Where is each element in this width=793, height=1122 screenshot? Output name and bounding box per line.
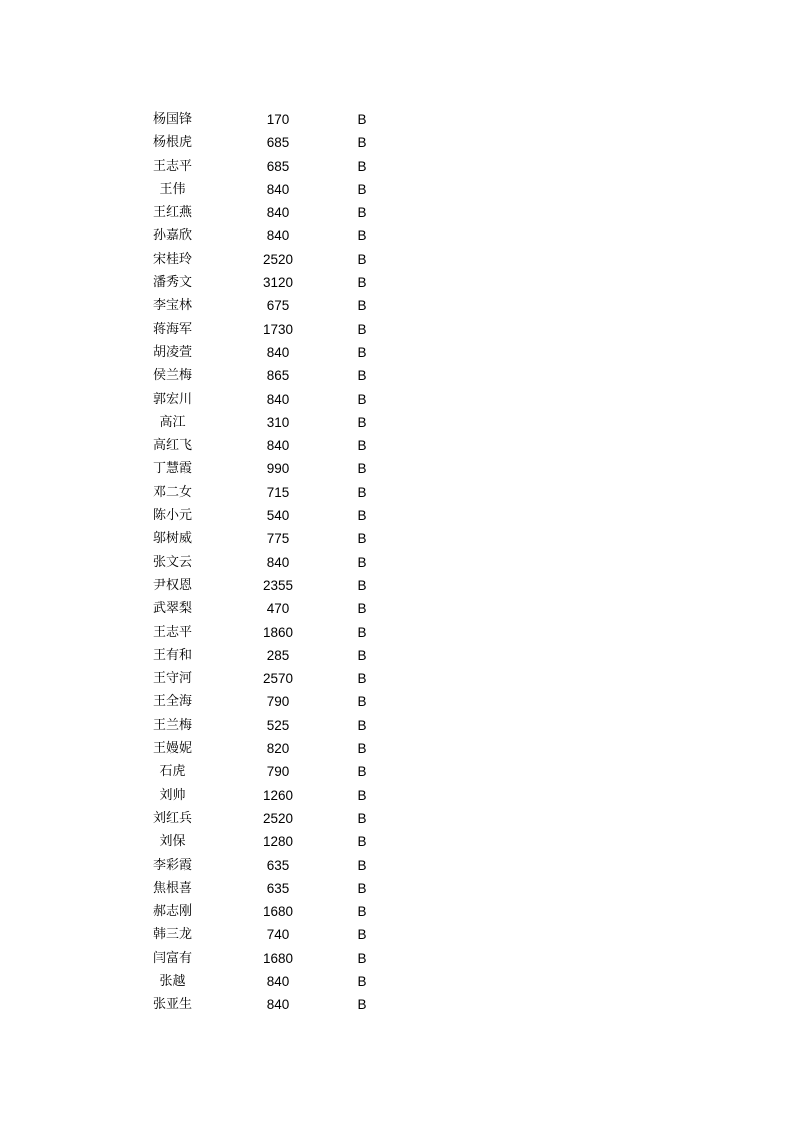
grade-value: B bbox=[357, 973, 367, 989]
grade-value: B bbox=[357, 251, 367, 267]
grade-value: B bbox=[357, 554, 367, 570]
person-name: 丁慧霞 bbox=[152, 461, 192, 477]
person-name: 武翠梨 bbox=[152, 601, 192, 617]
grade-value: B bbox=[357, 577, 367, 593]
table-row bbox=[0, 737, 793, 760]
person-name: 高红飞 bbox=[152, 438, 192, 454]
table-row bbox=[0, 527, 793, 550]
amount-value: 470 bbox=[266, 601, 290, 617]
person-name: 焦根喜 bbox=[152, 880, 192, 896]
table-row bbox=[0, 854, 793, 877]
table-row bbox=[0, 784, 793, 807]
grade-value: B bbox=[357, 368, 367, 384]
table-row bbox=[0, 178, 793, 201]
grade-value: B bbox=[357, 414, 367, 430]
table-row bbox=[0, 224, 793, 247]
person-name: 蒋海军 bbox=[152, 321, 192, 337]
grade-value: B bbox=[357, 321, 367, 337]
person-name: 陈小元 bbox=[152, 508, 192, 524]
table-row bbox=[0, 714, 793, 737]
person-name: 王全海 bbox=[152, 694, 192, 710]
table-row bbox=[0, 807, 793, 830]
grade-value: B bbox=[357, 205, 367, 221]
amount-value: 840 bbox=[266, 438, 290, 454]
amount-value: 840 bbox=[266, 344, 290, 360]
amount-value: 170 bbox=[266, 112, 290, 127]
person-name: 张亚生 bbox=[152, 997, 192, 1013]
person-name: 高江 bbox=[159, 414, 186, 430]
table-row bbox=[0, 877, 793, 900]
grade-value: B bbox=[357, 531, 367, 547]
person-name: 王守河 bbox=[152, 671, 192, 687]
table-row bbox=[0, 341, 793, 364]
amount-value: 820 bbox=[266, 741, 290, 757]
amount-value: 840 bbox=[266, 554, 290, 570]
grade-value: B bbox=[357, 764, 367, 780]
table-row bbox=[0, 993, 793, 1016]
grade-value: B bbox=[357, 275, 367, 291]
table-row bbox=[0, 481, 793, 504]
grade-value: B bbox=[357, 298, 367, 314]
amount-value: 840 bbox=[266, 205, 290, 221]
table-row bbox=[0, 201, 793, 224]
amount-value: 1260 bbox=[262, 787, 294, 803]
grade-value: B bbox=[357, 181, 367, 197]
table-row bbox=[0, 621, 793, 644]
person-name: 王嫚妮 bbox=[152, 741, 192, 757]
amount-value: 685 bbox=[266, 158, 290, 174]
table-row bbox=[0, 667, 793, 690]
amount-value: 285 bbox=[266, 647, 290, 663]
grade-value: B bbox=[357, 647, 367, 663]
grade-value: B bbox=[357, 857, 367, 873]
amount-value: 2520 bbox=[262, 810, 294, 826]
grade-value: B bbox=[357, 950, 367, 966]
grade-value: B bbox=[357, 158, 367, 174]
table-row bbox=[0, 131, 793, 154]
table-row bbox=[0, 690, 793, 713]
amount-value: 310 bbox=[266, 414, 290, 430]
person-name: 刘帅 bbox=[159, 787, 186, 803]
person-name: 刘保 bbox=[159, 834, 186, 850]
table-row bbox=[0, 271, 793, 294]
grade-value: B bbox=[357, 787, 367, 803]
grade-value: B bbox=[357, 344, 367, 360]
grade-value: B bbox=[357, 671, 367, 687]
amount-value: 1730 bbox=[262, 321, 294, 337]
table-row bbox=[0, 294, 793, 317]
person-name: 张越 bbox=[159, 973, 186, 989]
amount-value: 840 bbox=[266, 973, 290, 989]
person-name: 王志平 bbox=[152, 624, 192, 640]
amount-value: 540 bbox=[266, 508, 290, 524]
grade-value: B bbox=[357, 717, 367, 733]
grade-value: B bbox=[357, 810, 367, 826]
grade-value: B bbox=[357, 391, 367, 407]
grade-value: B bbox=[357, 694, 367, 710]
table-row bbox=[0, 411, 793, 434]
person-name: 王兰梅 bbox=[152, 717, 192, 733]
amount-value: 525 bbox=[266, 717, 290, 733]
person-name: 李宝林 bbox=[152, 298, 192, 314]
table-row bbox=[0, 504, 793, 527]
table-row bbox=[0, 457, 793, 480]
person-name: 王红燕 bbox=[152, 205, 192, 221]
grade-value: B bbox=[357, 880, 367, 896]
person-name: 邬树威 bbox=[152, 531, 192, 547]
amount-value: 990 bbox=[266, 461, 290, 477]
amount-value: 1680 bbox=[262, 950, 294, 966]
amount-value: 675 bbox=[266, 298, 290, 314]
person-name: 杨国锋 bbox=[152, 112, 192, 127]
grade-value: B bbox=[357, 624, 367, 640]
amount-value: 2570 bbox=[262, 671, 294, 687]
person-name: 张文云 bbox=[152, 554, 192, 570]
grade-value: B bbox=[357, 834, 367, 850]
table-row bbox=[0, 644, 793, 667]
person-name: 胡凌萱 bbox=[152, 344, 192, 360]
amount-value: 790 bbox=[266, 764, 290, 780]
table-row bbox=[0, 388, 793, 411]
grade-value: B bbox=[357, 112, 367, 127]
table-row bbox=[0, 155, 793, 178]
person-name: 郝志刚 bbox=[152, 904, 192, 920]
person-name: 孙嘉欣 bbox=[152, 228, 192, 244]
amount-value: 740 bbox=[266, 927, 290, 943]
amount-value: 775 bbox=[266, 531, 290, 547]
table-row bbox=[0, 434, 793, 457]
amount-value: 1280 bbox=[262, 834, 294, 850]
table-row bbox=[0, 947, 793, 970]
table-row bbox=[0, 830, 793, 853]
table-row bbox=[0, 900, 793, 923]
person-name: 石虎 bbox=[159, 764, 186, 780]
amount-value: 2520 bbox=[262, 251, 294, 267]
grade-value: B bbox=[357, 484, 367, 500]
amount-value: 635 bbox=[266, 880, 290, 896]
grade-value: B bbox=[357, 601, 367, 617]
amount-value: 840 bbox=[266, 228, 290, 244]
amount-value: 840 bbox=[266, 181, 290, 197]
table-row bbox=[0, 760, 793, 783]
table-row bbox=[0, 108, 793, 131]
grade-value: B bbox=[357, 904, 367, 920]
person-name: 闫富有 bbox=[152, 950, 192, 966]
amount-value: 790 bbox=[266, 694, 290, 710]
amount-value: 635 bbox=[266, 857, 290, 873]
grade-value: B bbox=[357, 228, 367, 244]
grade-value: B bbox=[357, 135, 367, 151]
table-row bbox=[0, 318, 793, 341]
amount-value: 1860 bbox=[262, 624, 294, 640]
person-name: 潘秀文 bbox=[152, 275, 192, 291]
person-name: 王伟 bbox=[159, 181, 186, 197]
amount-value: 685 bbox=[266, 135, 290, 151]
person-name: 杨根虎 bbox=[152, 135, 192, 151]
grade-value: B bbox=[357, 461, 367, 477]
amount-value: 865 bbox=[266, 368, 290, 384]
person-name: 刘红兵 bbox=[152, 810, 192, 826]
person-name: 尹权恩 bbox=[152, 577, 192, 593]
grade-value: B bbox=[357, 438, 367, 454]
grade-value: B bbox=[357, 997, 367, 1013]
table-row bbox=[0, 923, 793, 946]
amount-value: 840 bbox=[266, 391, 290, 407]
amount-value: 715 bbox=[266, 484, 290, 500]
person-name: 韩三龙 bbox=[152, 927, 192, 943]
grade-value: B bbox=[357, 508, 367, 524]
grade-value: B bbox=[357, 927, 367, 943]
person-name: 宋桂玲 bbox=[152, 251, 192, 267]
amount-value: 1680 bbox=[262, 904, 294, 920]
person-name: 王志平 bbox=[152, 158, 192, 174]
person-name: 侯兰梅 bbox=[152, 368, 192, 384]
table-row bbox=[0, 248, 793, 271]
amount-value: 2355 bbox=[262, 577, 294, 593]
person-name: 李彩霞 bbox=[152, 857, 192, 873]
data-table bbox=[0, 108, 793, 1017]
table-row bbox=[0, 364, 793, 387]
person-name: 郭宏川 bbox=[152, 391, 192, 407]
amount-value: 3120 bbox=[262, 275, 294, 291]
grade-value: B bbox=[357, 741, 367, 757]
person-name: 邓二女 bbox=[152, 484, 192, 500]
table-row bbox=[0, 551, 793, 574]
table-row bbox=[0, 597, 793, 620]
table-row bbox=[0, 970, 793, 993]
person-name: 王有和 bbox=[152, 647, 192, 663]
table-row bbox=[0, 574, 793, 597]
amount-value: 840 bbox=[266, 997, 290, 1013]
